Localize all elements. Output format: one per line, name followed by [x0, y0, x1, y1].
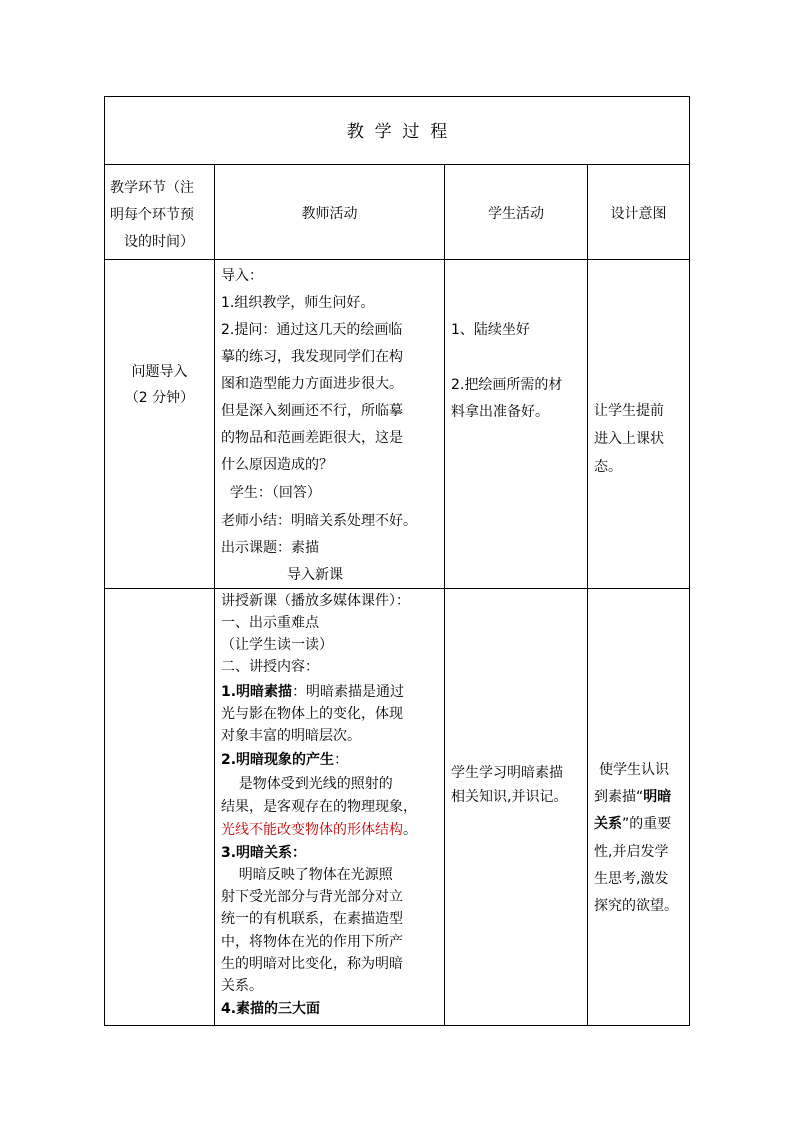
table-border-left	[104, 96, 105, 1026]
header-student-activity: 学生活动	[488, 206, 544, 222]
row2-intent-line-4: 性,并启发学	[594, 844, 669, 860]
section-3-heading: 3.明暗关系：	[221, 845, 307, 861]
row2-teacher-point-2: 二、讲授内容：	[221, 659, 319, 675]
row-divider-1	[104, 164, 690, 165]
highlighted-key-point: 光线不能改变物体的形体结构	[221, 822, 403, 838]
table-title: 教 学 过 程	[346, 122, 448, 142]
row2-intent-line-1: 使学生认识	[599, 762, 669, 778]
row2-student-line-2: 相关知识,并识记。	[451, 789, 568, 805]
row2-teacher-point-1: 一、出示重难点	[221, 615, 319, 631]
table-border-right	[689, 96, 690, 1026]
intent-keyword-2: 关系	[594, 816, 622, 832]
row2-section-3-line-3: 统一的有机联系，在素描造型	[221, 911, 403, 927]
row2-section-1-line-1	[221, 684, 404, 700]
row1-student-line-3: 料拿出准备好。	[451, 404, 549, 420]
row2-teacher-intro: 讲授新课（播放多媒体课件）：	[221, 593, 410, 609]
row1-teacher-line-6: 但是深入刻画还不行，所临摹	[221, 403, 403, 419]
intent-keyword-1: 明暗	[643, 789, 672, 805]
row1-stage-line-1: 问题导入	[131, 364, 188, 380]
header-design-intent: 设计意图	[610, 206, 667, 222]
header-stage-line-1: 教学环节（注	[110, 180, 194, 196]
section-2-heading: 2.明暗现象的产生	[221, 752, 335, 768]
row2-section-2-heading	[221, 752, 348, 768]
section-1-heading: 1.明暗素描	[221, 684, 293, 700]
row2-section-2-line-1: 是物体受到光线的照射的	[221, 776, 393, 792]
section-2-colon: ：	[334, 752, 349, 768]
row1-student-line-1: 1、陆续坐好	[451, 322, 530, 338]
row2-intent-line-3	[594, 816, 671, 832]
row1-teacher-line-1: 导入：	[221, 268, 263, 284]
row1-teacher-line-8: 什么原因造成的？	[221, 457, 333, 473]
col-divider-3	[587, 164, 588, 1026]
intent-text: 到素描“	[594, 789, 644, 805]
row2-student-line-1: 学生学习明暗素描	[451, 765, 563, 781]
row2-section-3-line-4: 中，将物体在光的作用下所产	[221, 934, 403, 950]
header-stage-line-2: 明每个环节预	[110, 207, 194, 223]
section-1-text: ：明暗素描是通过	[292, 684, 405, 700]
row1-intent-line-1: 让学生提前	[594, 403, 664, 419]
row2-intent-line-2	[594, 789, 671, 805]
section-4-heading: 4.素描的三大面	[221, 1001, 321, 1017]
row2-section-1-line-2: 光与影在物体上的变化，体现	[221, 706, 403, 722]
row1-stage-line-2: （2 分钟）	[124, 390, 195, 406]
row2-intent-line-5: 生思考,激发	[594, 871, 669, 887]
row2-intent-line-6: 探究的欲望。	[594, 898, 678, 914]
row2-section-3-line-1: 明暗反映了物体在光源照	[221, 867, 393, 883]
row1-teacher-line-12: 导入新课	[287, 567, 343, 583]
row2-teacher-read-note: （让学生读一读）	[221, 637, 333, 653]
col-divider-2	[444, 164, 445, 1026]
row1-intent-line-3: 态。	[594, 459, 622, 475]
row2-section-3-line-6: 关系。	[221, 978, 263, 994]
row2-section-4-heading	[221, 1001, 320, 1017]
row1-intent-line-2: 进入上课状	[594, 431, 664, 447]
row2-section-3-heading	[221, 845, 306, 861]
row2-section-3-line-5: 生的明暗对比变化，称为明暗	[221, 956, 403, 972]
row1-teacher-line-7: 的物品和范画差距很大，这是	[221, 430, 403, 446]
row2-section-2-line-2: 结果，是客观存在的物理现象，	[221, 799, 417, 815]
table-border-top	[104, 96, 690, 97]
row-divider-3	[104, 588, 690, 589]
row2-section-3-line-2: 射下受光部分与背光部分对立	[221, 889, 403, 905]
row1-student-line-2: 2.把绘画所需的材	[451, 377, 563, 393]
row1-teacher-line-9: 学生：（回答）	[221, 485, 321, 501]
row1-teacher-line-11: 出示课题：素描	[221, 540, 319, 556]
row1-teacher-line-3: 2.提问：通过这几天的绘画临	[221, 322, 403, 338]
header-stage-line-3: 设的时间）	[124, 234, 194, 250]
period: 。	[403, 822, 417, 838]
row1-teacher-line-10: 老师小结：明暗关系处理不好。	[221, 513, 417, 529]
intent-text-2: ”的重要	[622, 816, 672, 832]
col-divider-1	[214, 164, 215, 1026]
row1-teacher-line-5: 图和造型能力方面进步很大。	[221, 376, 403, 392]
row1-teacher-line-4: 摹的练习，我发现同学们在构	[221, 349, 403, 365]
row2-section-1-line-3: 对象丰富的明暗层次。	[221, 728, 361, 744]
row2-section-2-line-3	[221, 822, 417, 838]
row-divider-2	[104, 259, 690, 260]
header-teacher-activity: 教师活动	[301, 206, 358, 222]
row1-teacher-line-2: 1.组织教学，师生问好。	[221, 295, 375, 311]
table-border-bottom	[104, 1025, 690, 1026]
